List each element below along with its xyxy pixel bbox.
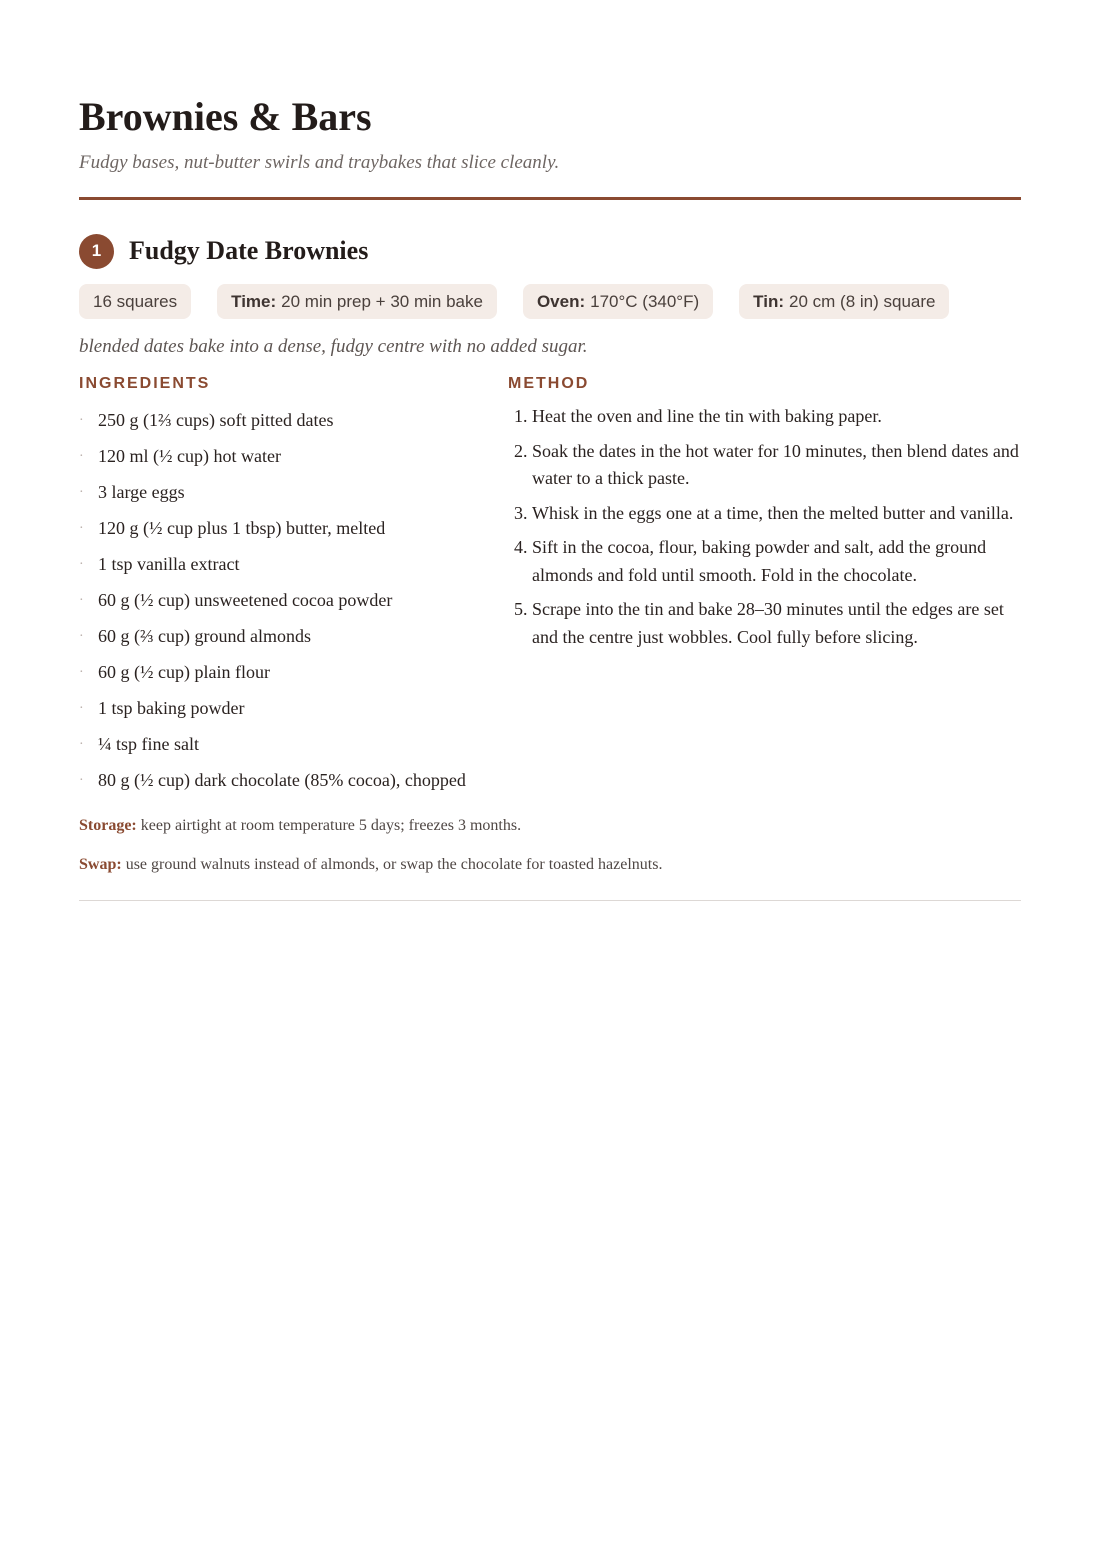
ingredients-heading: INGREDIENTS	[79, 375, 211, 392]
ingredient-text: 60 g (½ cup) plain flour	[98, 662, 270, 682]
bullet-dot-icon: ·	[79, 413, 84, 428]
oven-label: Oven:	[536, 291, 586, 311]
ingredient-item	[79, 443, 508, 470]
recipe-columns	[79, 374, 1021, 803]
tin-value: 20 cm (8 in) square	[789, 291, 936, 311]
ingredient-text: 1 tsp vanilla extract	[98, 554, 240, 574]
tin-label: Tin:	[753, 291, 785, 311]
swap-note	[79, 854, 1021, 876]
ingredient-item	[79, 767, 508, 794]
bullet-dot-icon: ·	[79, 521, 84, 536]
ingredient-item	[79, 695, 508, 722]
bullet-dot-icon: ·	[79, 485, 84, 500]
yield-chip	[79, 284, 191, 319]
method-list	[508, 403, 1021, 651]
chapter-divider	[79, 197, 1021, 200]
oven-value: 170°C (340°F)	[590, 291, 700, 311]
ingredient-item	[79, 479, 508, 506]
bullet-dot-icon: ·	[79, 737, 84, 752]
ingredient-item	[79, 659, 508, 686]
chapter-subtitle: Fudgy bases, nut-butter swirls and traybakes that slice cleanly.	[79, 152, 560, 173]
storage-text: keep airtight at room temperature 5 days; freezes 3 months.	[140, 817, 522, 834]
bullet-dot-icon: ·	[79, 449, 84, 464]
storage-note	[79, 815, 1021, 837]
ingredient-text: 80 g (½ cup) dark chocolate (85% cocoa), chopped	[98, 770, 466, 790]
time-label: Time:	[231, 291, 277, 311]
swap-label: Swap:	[79, 856, 122, 873]
bullet-dot-icon: ·	[79, 665, 84, 680]
bullet-dot-icon: ·	[79, 629, 84, 644]
ingredient-text: 3 large eggs	[98, 482, 185, 502]
ingredient-item	[79, 407, 508, 434]
recipe-meta-chips	[79, 284, 1021, 319]
method-step: 1. Heat the oven and line the tin with baking paper.	[532, 403, 1021, 431]
storage-label: Storage:	[79, 817, 137, 834]
ingredient-text: ¼ tsp fine salt	[98, 734, 199, 754]
recipe-header	[79, 233, 1021, 269]
ingredient-item	[79, 623, 508, 650]
ingredient-text: 250 g (1⅔ cups) soft pitted dates	[98, 410, 334, 430]
time-value: 20 min prep + 30 min bake	[281, 291, 483, 311]
time-chip	[217, 284, 497, 319]
recipe-card	[79, 233, 1021, 901]
recipe-divider	[79, 900, 1021, 901]
method-step: 5. Scrape into the tin and bake 28–30 minutes until the edges are set and the centre just wobbles. Cool fully before slicing.	[532, 596, 1021, 651]
recipe-number-badge: 1	[79, 234, 114, 269]
bullet-dot-icon: ·	[79, 701, 84, 716]
ingredient-text: 120 g (½ cup plus 1 tbsp) butter, melted	[98, 518, 386, 538]
ingredient-text: 1 tsp baking powder	[98, 698, 245, 718]
oven-chip	[523, 284, 713, 319]
yield-value: 16 squares	[93, 291, 178, 311]
bullet-dot-icon: ·	[79, 593, 84, 608]
recipe-notes	[79, 815, 1021, 876]
ingredient-text: 120 ml (½ cup) hot water	[98, 446, 281, 466]
swap-text: use ground walnuts instead of almonds, or swap the chocolate for toasted hazelnuts.	[125, 856, 663, 873]
ingredient-text: 60 g (½ cup) unsweetened cocoa powder	[98, 590, 393, 610]
method-step: 2. Soak the dates in the hot water for 10 minutes, then blend dates and water to a thick paste.	[532, 438, 1021, 493]
method-step: 3. Whisk in the eggs one at a time, then the melted butter and vanilla.	[532, 500, 1021, 528]
method-column	[508, 374, 1021, 803]
ingredient-item	[79, 515, 508, 542]
ingredient-text: 60 g (⅔ cup) ground almonds	[98, 626, 311, 646]
bullet-dot-icon: ·	[79, 557, 84, 572]
method-step: 4. Sift in the cocoa, flour, baking powder and salt, add the ground almonds and fold until smooth. Fold in the chocolate.	[532, 534, 1021, 589]
ingredient-item	[79, 731, 508, 758]
ingredients-column	[79, 374, 508, 803]
bullet-dot-icon: ·	[79, 773, 84, 788]
recipe-intro: blended dates bake into a dense, fudgy centre with no added sugar.	[79, 336, 588, 357]
ingredient-item	[79, 587, 508, 614]
ingredient-item	[79, 551, 508, 578]
chapter-title: Brownies & Bars	[79, 94, 372, 139]
recipe-title: Fudgy Date Brownies	[129, 236, 369, 265]
tin-chip	[739, 284, 949, 319]
ingredient-list	[79, 407, 508, 794]
method-heading: METHOD	[508, 375, 590, 392]
